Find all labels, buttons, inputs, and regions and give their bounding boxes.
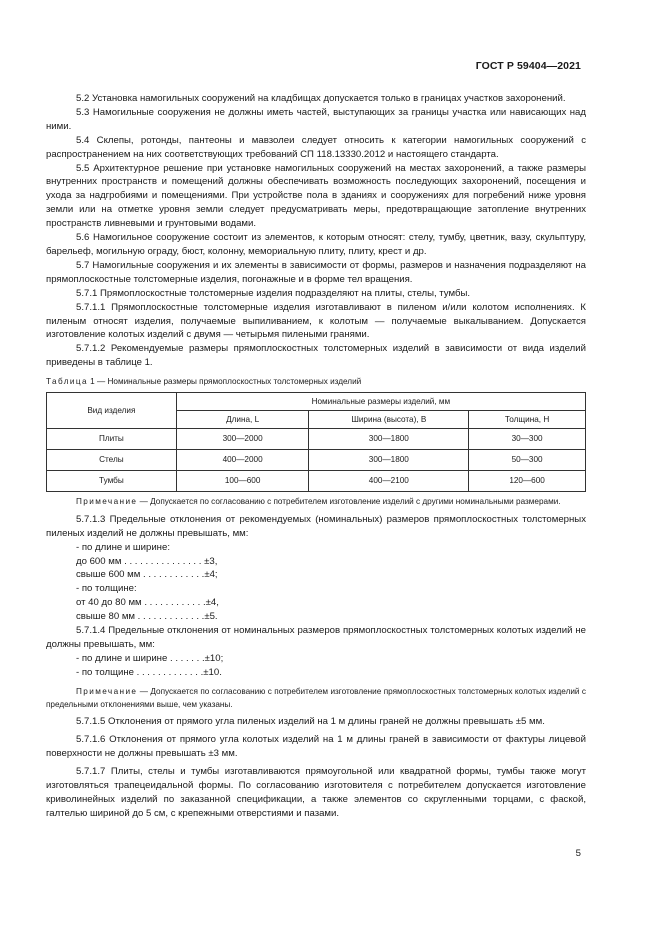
paragraph-5-6: 5.6 Намогильное сооружение состоит из элементов, к которым относят: стелу, тумбу, цветник, вазу, скульптуру, барельеф, могильную ограду, бюст, колонну, мемориальную плиту, плиту, крест и др.: [46, 232, 586, 257]
table-row: [47, 471, 586, 492]
cell-thickness: 30—300: [469, 429, 586, 450]
paragraph-5-2: 5.2 Установка намогильных сооружений на кладбищах допускается только в границах участков захоронений.: [76, 93, 566, 104]
cell-length: 300—2000: [176, 429, 309, 450]
page-number: 5: [575, 848, 581, 859]
cell-width: 300—1800: [309, 429, 469, 450]
table-caption-word: Таблица: [46, 377, 88, 387]
deviation-note: [46, 686, 586, 712]
cell-kind: Плиты: [47, 429, 177, 450]
paragraph-5-4: 5.4 Склепы, ротонды, пантеоны и мавзолеи следует относить к категории намогильных сооружений с распространением на них соответствующих требований СП 118.13330.2012 и настоящего стандарта.: [46, 134, 586, 160]
list-item: - по толщине:: [76, 583, 137, 595]
header-length: Длина, L: [176, 411, 309, 429]
paragraph-5-7-1-6: 5.7.1.6 Отклонения от прямого угла колотых изделий на 1 м длины граней в зависимости от фактуры лицевой поверхности не должны превышать ±3 мм.: [46, 734, 586, 760]
paragraph-5-7-1-1: 5.7.1.1 Прямоплоскостные толстомерные изделия изготавливают в пиленом и/или колотом исполнениях. К пиленым относят изделия, получаемые выпиливанием, к колотым — получаемые выкалыванием. Допускается изготовление колотых изделий с двумя — четырьмя пилеными гранями.: [46, 301, 586, 341]
cell-kind: Тумбы: [47, 471, 177, 492]
cell-kind: Стелы: [47, 450, 177, 471]
document-body: [46, 92, 586, 821]
table-caption: [46, 375, 586, 389]
paragraph-5-7-1-7: 5.7.1.7 Плиты, стелы и тумбы изготавливаются прямоугольной или квадратной формы, тумбы также могут изготовляться трапецеидальной формы. По согласованию изготовителя с потребителем допускается изготовление криволинейных изделий по заказанной спецификации, а также элементов со скругленными торцами, с фаской, галтелью шириной до 5 см, с крепежными отверстиями и пазами.: [46, 766, 586, 819]
note-text: — Допускается по согласованию с потребителем изготовление изделий с другими номинальными размерами.: [137, 497, 561, 507]
cell-thickness: 50—300: [469, 450, 586, 471]
cell-width: 400—2100: [309, 471, 469, 492]
cell-length: 100—600: [176, 471, 309, 492]
paragraph-5-7: 5.7 Намогильные сооружения и их элементы в зависимости от формы, размеров и назначения подразделяют на прямоплоскостные толстомерные изделия, погонажные и в форме тел вращения.: [46, 259, 586, 285]
header-kind: Вид изделия: [47, 393, 177, 429]
header-thickness: Толщина, H: [469, 411, 586, 429]
header-nominal-sizes: Номинальные размеры изделий, мм: [176, 393, 585, 411]
paragraph-5-5: 5.5 Архитектурное решение при установке намогильных сооружений на местах захоронений, а также размеры внутренних пространств и помещений должны обеспечивать возможность последующих захоронений, посещения и ухода за надгробиями и помещениями. При устройстве пола в зданиях и сооружениях для погребений ниже уровня земли или на отметке уровня земли следует предусматривать меры, предотвращающие затопление внутренних пространств ливневыми и грунтовыми водами.: [46, 162, 586, 230]
list-item: - по толщине . . . . . . . . . . . . .±10.: [76, 666, 222, 678]
paragraph-5-7-1: 5.7.1 Прямоплоскостные толстомерные изделия подразделяют на плиты, стелы, тумбы.: [76, 287, 471, 299]
header-width: Ширина (высота), B: [309, 411, 469, 429]
paragraph-5-3: 5.3 Намогильные сооружения не должны иметь частей, выступающих за границы участка или нависающих над ними.: [46, 106, 586, 132]
paragraph-5-7-1-5: 5.7.1.5 Отклонения от прямого угла пиленых изделий на 1 м длины граней не должны превышать ±5 мм.: [76, 716, 545, 728]
note-word: Примечание: [76, 686, 138, 696]
list-item: - по длине и ширине:: [76, 541, 170, 553]
note-text: — Допускается по согласованию с потребителем изготовление прямоплоскостных толстомерных колотых изделий с предельными отклонениями выше, чем указаны.: [46, 686, 586, 709]
table-note: [46, 496, 586, 509]
paragraph-5-7-1-2: 5.7.1.2 Рекомендуемые размеры прямоплоскостных толстомерных изделий в зависимости от вида изделий приведены в таблице 1.: [46, 343, 586, 369]
list-item: свыше 80 мм . . . . . . . . . . . . .±5.: [76, 611, 218, 623]
standard-header: ГОСТ Р 59404—2021: [475, 60, 581, 72]
cell-width: 300—1800: [309, 450, 469, 471]
list-item: свыше 600 мм . . . . . . . . . . . .±4;: [76, 569, 218, 581]
list-item: - по длине и ширине . . . . . . .±10;: [76, 652, 224, 664]
note-word: Примечание: [76, 497, 138, 507]
list-item: от 40 до 80 мм . . . . . . . . . . . .±4,: [76, 597, 219, 609]
list-item: до 600 мм . . . . . . . . . . . . . . . ±3,: [76, 555, 218, 567]
table-row: [47, 429, 586, 450]
table-caption-text: 1 — Номинальные размеры прямоплоскостных толстомерных изделий: [87, 377, 362, 387]
cell-length: 400—2000: [176, 450, 309, 471]
table-1: [46, 392, 586, 492]
table-row: [47, 450, 586, 471]
paragraph-5-7-1-3: 5.7.1.3 Предельные отклонения от рекомендуемых (номинальных) размеров прямоплоскостных толстомерных пиленых изделий не должны превышать, мм:: [46, 513, 586, 539]
paragraph-5-7-1-4: 5.7.1.4 Предельные отклонения от номинальных размеров прямоплоскостных толстомерных колотых изделий не должны превышать, мм:: [46, 625, 586, 650]
cell-thickness: 120—600: [469, 471, 586, 492]
